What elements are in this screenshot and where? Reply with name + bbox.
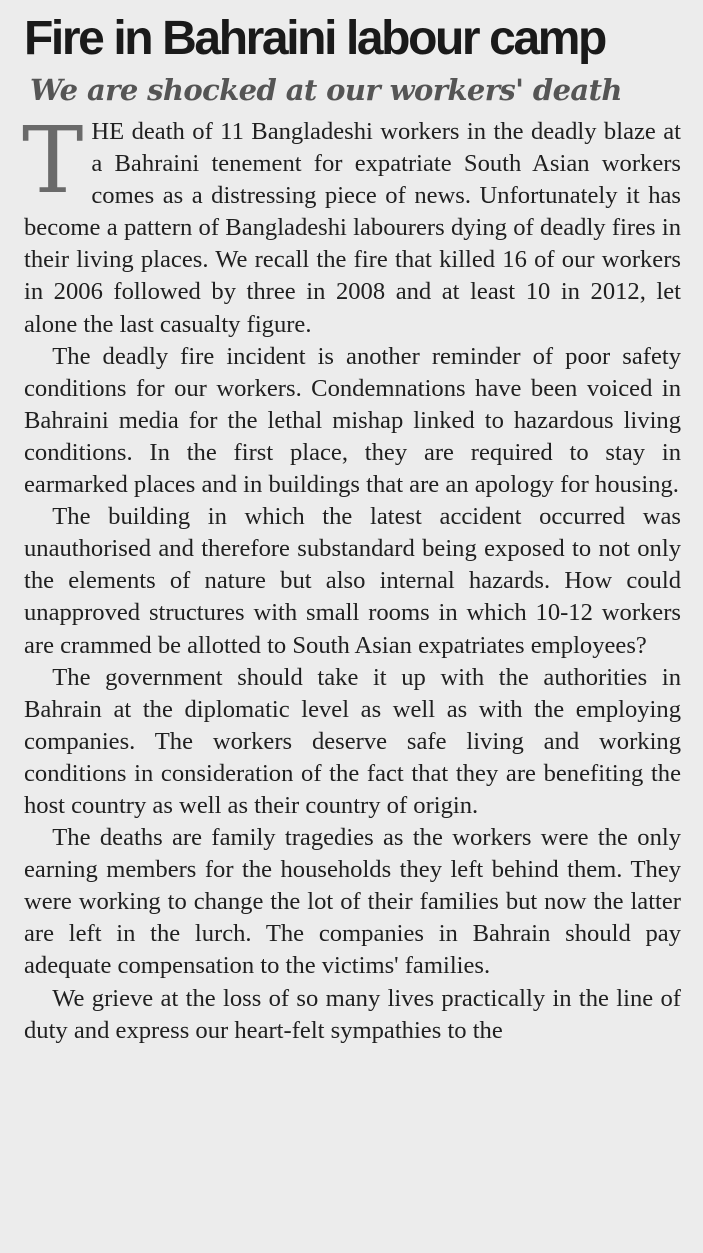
paragraph-3: The building in which the latest accident occurred was unauthorised and therefore substandard being exposed to not only the elements of nature but also internal hazards. How could unapproved structures with small rooms in which 10-12 workers are crammed be allotted to South Asian expatriates employees? bbox=[24, 503, 681, 659]
article-body bbox=[22, 107, 681, 1047]
paragraph-1 bbox=[22, 107, 681, 341]
paragraph-2: The deadly fire incident is another reminder of poor safety conditions for our workers. Condemnations have been voiced in Bahraini media for the lethal mishap linked to hazardous living conditions. In the first place, they are required to stay in earmarked places and in buildings that are an apology for housing. bbox=[24, 342, 681, 499]
paragraph-5: The deaths are family tragedies as the workers were the only earning members for the households they left behind them. They were working to change the lot of their families but now the latter are left in the lurch. The companies in Bahrain should pay adequate compensation to the victims' families. bbox=[24, 824, 681, 980]
paragraph-4: The government should take it up with the authorities in Bahrain at the diplomatic level as well as with the employing companies. The workers deserve safe living and working conditions in consideration of the fact that they are benefiting the host country as well as their country of origin. bbox=[24, 663, 681, 819]
subheadline: We are shocked at our workers' death bbox=[30, 73, 622, 107]
paragraph-1-text: HE death of 11 Bangladeshi workers in the deadly blaze at a Bahraini tenement for expatriate South Asian workers comes as a distressing piece of news. Unfortunately it has become a pattern of Bangladeshi labourers dying of deadly fires in their living places. We recall the fire that killed 16 of our workers in 2006 followed by three in 2008 and at least 10 in 2012, let alone the last casualty figure. bbox=[24, 118, 681, 338]
paragraph-6: We grieve at the loss of so many lives practically in the line of duty and express our heart-felt sympathies to the bbox=[24, 984, 681, 1044]
drop-cap: T bbox=[22, 107, 84, 214]
headline: Fire in Bahraini labour camp bbox=[24, 12, 605, 65]
